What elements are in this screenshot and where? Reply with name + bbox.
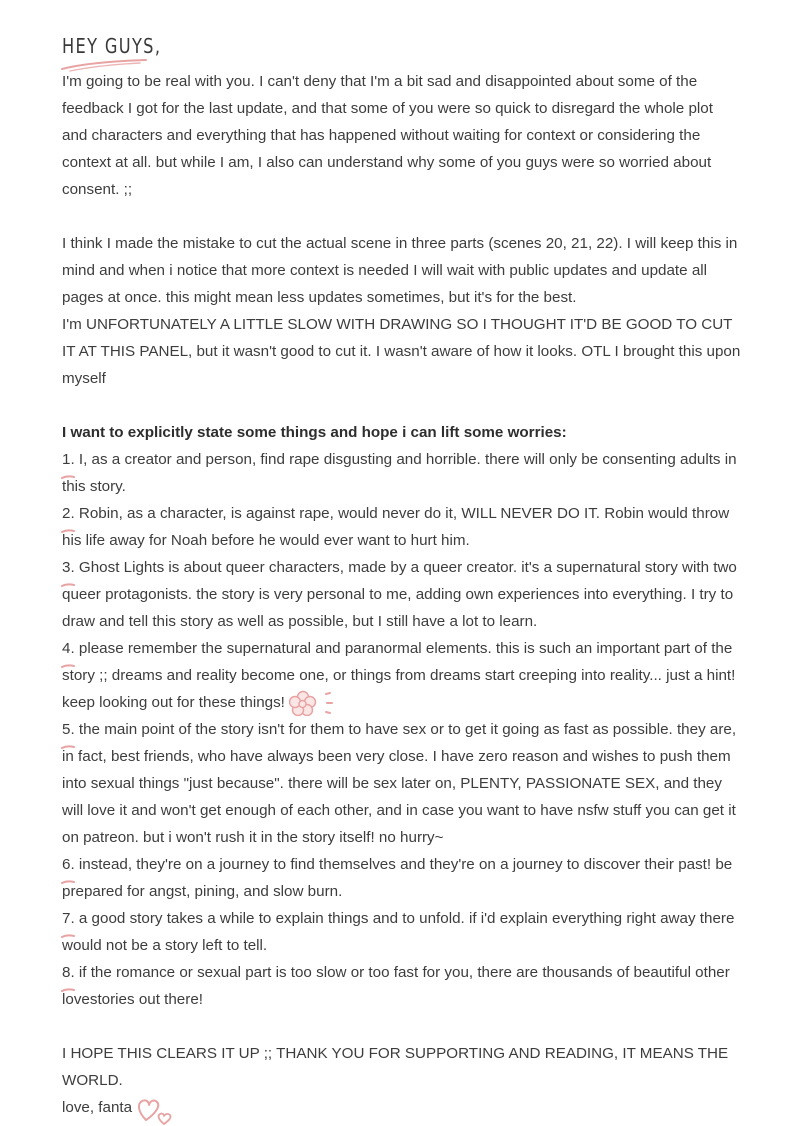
list-item [62,851,742,905]
item-text: I, as a creator and person, find rape disgusting and horrible. there will only be consenting adults in this story. [62,451,737,495]
worries-list [62,446,742,1013]
flower-doodle-icon [289,690,337,716]
item-number: 4. [62,640,75,657]
list-item [62,716,742,851]
number-underline-icon [61,664,75,669]
list-item [62,446,742,500]
intro-paragraph: I'm going to be real with you. I can't deny that I'm a bit sad and disappointed about some of the feedback I got for the last update, and that some of you were so quick to disregard the whole plot and characters and everything that has happened without waiting for context or considering the context at all. but while I am, I also can understand why some of you guys were so worried about consent. ;; [62,73,713,198]
item-number: 2. [62,505,75,522]
item-text: Ghost Lights is about queer characters, made by a queer creator. it's a supernatural story with two queer protagonists. the story is very personal to me, adding own experiences into everything. I try to draw and tell this story as well as possible, but I still have a lot to learn. [62,559,737,630]
item-text: instead, they're on a journey to find themselves and they're on a journey to discover their past! be prepared for angst, pining, and slow burn. [62,856,733,900]
number-underline-icon [61,934,75,939]
item-text: a good story takes a while to explain things and to unfold. if i'd explain everything right away there would not be a story left to tell. [62,910,735,954]
item-number: 7. [62,910,75,927]
number-underline-icon [61,988,75,993]
item-number: 8. [62,964,75,981]
number-underline-icon [61,745,75,750]
list-item [62,905,742,959]
number-underline-icon [61,475,75,480]
signature-line [62,1094,742,1126]
item-text: if the romance or sexual part is too slow or too fast for you, there are thousands of beautiful other lovestories out there! [62,964,730,1008]
signature: love, fanta [62,1099,133,1116]
number-underline-icon [61,880,75,885]
item-text: please remember the supernatural and paranormal elements. this is such an important part of the story ;; dreams and reality become one, or things from dreams start creeping into reality... just a hint! keep looking out for these things! [62,640,736,711]
swash-underline-icon [60,58,150,72]
item-number: 1. [62,451,75,468]
list-item [62,959,742,1013]
hearts-doodle-icon [136,1090,176,1126]
item-text: Robin, as a character, is against rape, would never do it, WILL NEVER DO IT. Robin would throw his life away for Noah before he would ever want to hurt him. [62,505,730,549]
slow-paragraph: I'm UNFORTUNATELY A LITTLE SLOW WITH DRAWING SO I THOUGHT IT'D BE GOOD TO CUT IT AT THIS PANEL, but it wasn't good to cut it. I wasn't aware of how it looks. OTL I brought this upon myself [62,316,741,387]
list-item [62,635,742,716]
item-text: the main point of the story isn't for them to have sex or to get it going as fast as possible. they are, in fact, best friends, who have always been very close. I have zero reason and wishes to push them into sexual things "just because". there will be sex later on, PLENTY, PASSIONATE SEX, and they will love it and won't get enough of each other, and in case you want to have nsfw stuff you can get it on patreon. but i won't rush it in the story itself! no hurry~ [62,721,737,846]
letter [62,28,742,1126]
mistake-paragraph: I think I made the mistake to cut the actual scene in three parts (scenes 20, 21, 22). I will keep this in mind and when i notice that more context is needed I will wait with public updates and update all pages at once. this might mean less updates sometimes, but it's for the best. [62,235,738,306]
page-title: HEY GUYS, [62,34,162,58]
item-number: 3. [62,559,75,576]
list-item [62,500,742,554]
list-item [62,554,742,635]
number-underline-icon [61,583,75,588]
list-heading: I want to explicitly state some things and hope i can lift some worries: [62,424,567,441]
item-number: 5. [62,721,75,738]
heading-block [62,28,742,68]
number-underline-icon [61,529,75,534]
closing-paragraph: I HOPE THIS CLEARS IT UP ;; THANK YOU FOR SUPPORTING AND READING, IT MEANS THE WORLD. [62,1045,729,1089]
item-number: 6. [62,856,75,873]
